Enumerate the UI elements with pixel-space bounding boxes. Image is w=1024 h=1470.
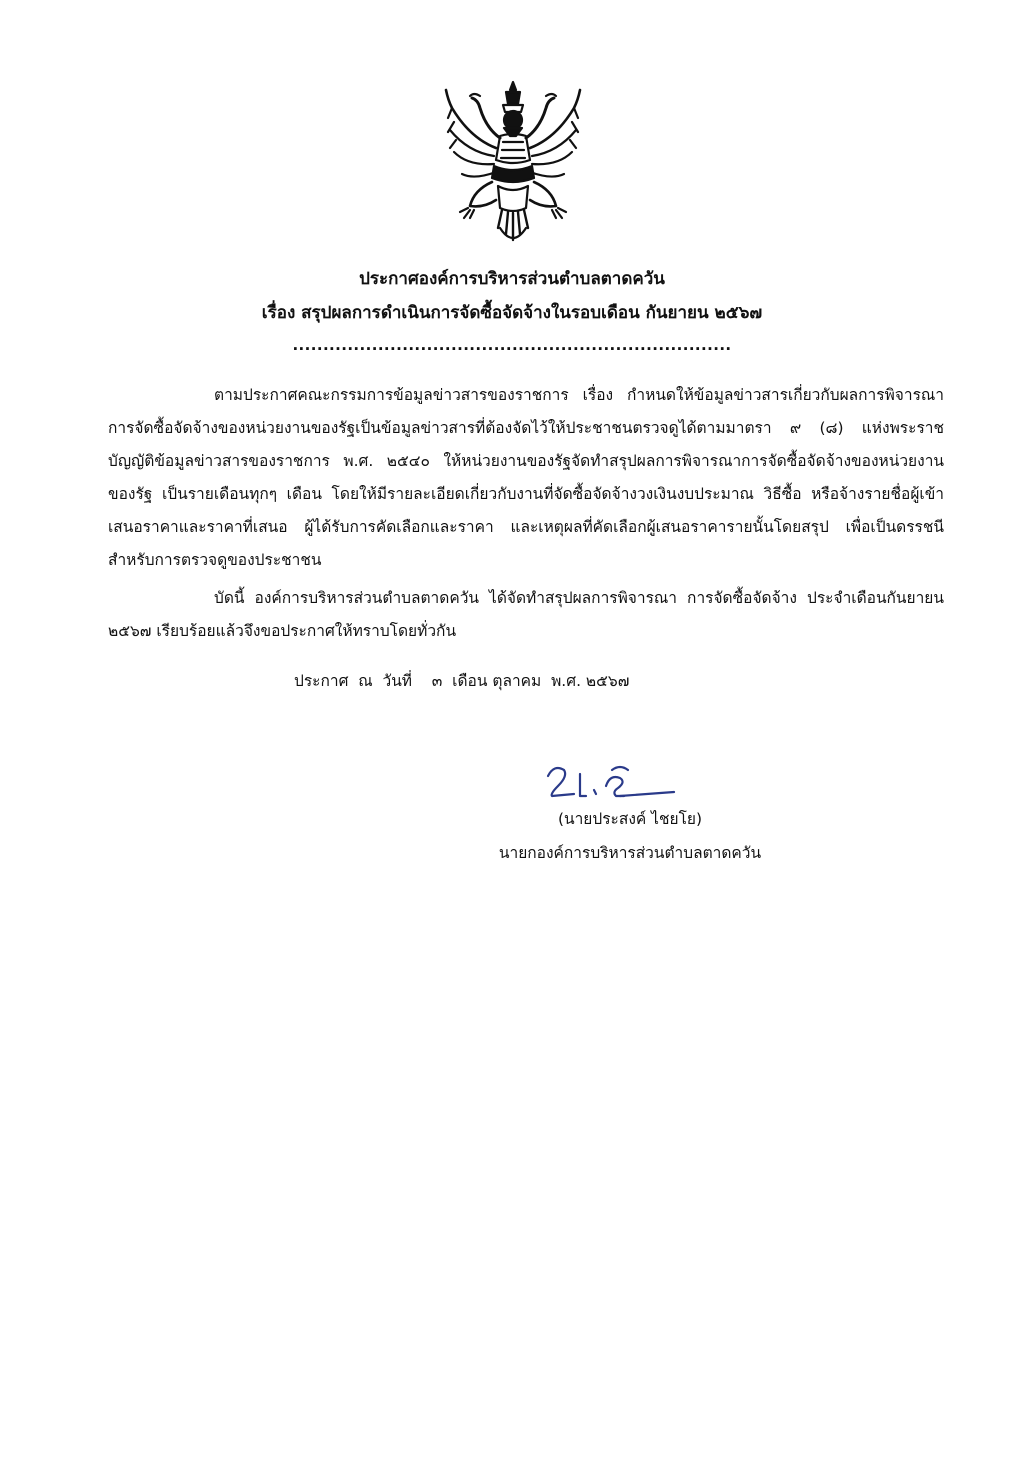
announcement-date: ประกาศ ณ วันที่ ๓ เดือน ตุลาคม พ.ศ. ๒๕๖๗: [294, 672, 630, 690]
signer-name: (นายประสงค์ ไชยโย): [557, 810, 703, 828]
garuda-emblem-icon: [440, 78, 586, 250]
body-paragraph-1: ตามประกาศคณะกรรมการข้อมูลข่าวสารของราชการ เรื่อง กำหนดให้ข้อมูลข่าวสารเกี่ยวกับผลการพิจารณาการจัดซื้อจัดจ้างของหน่วยงานของรัฐเป็นข้อมูลข่าวสารที่ต้องจัดไว้ให้ประชาชนตรวจดูได้ตามมาตรา ๙ (๘) แห่งพระราชบัญญัติข้อมูลข่าวสารของราชการ พ.ศ. ๒๕๔๐ ให้หน่วยงานของรัฐจัดทำสรุปผลการพิจารณาการจัดซื้อจัดจ้างของหน่วยงานของรัฐ เป็นรายเดือนทุกๆ เดือน โดยให้มีรายละเอียดเกี่ยวกับงานที่จัดซื้อจัดจ้างวงเงินงบประมาณ วิธีซื้อ หรือจ้างรายชื่อผู้เข้าเสนอราคาและราคาที่เสนอ ผู้ได้รับการคัดเลือกและราคา และเหตุผลที่คัดเลือกผู้เสนอราคารายนั้นโดยสรุป เพื่อเป็นดรรชนีสำหรับการตรวจดูของประชาชน: [108, 386, 944, 569]
handwritten-signature: [540, 756, 680, 802]
signer-position: นายกองค์การบริหารส่วนตำบลตาดควัน: [498, 844, 762, 862]
title-separator: ........................................................................: [292, 336, 732, 354]
announcement-title: ประกาศองค์การบริหารส่วนตำบลตาดควัน: [359, 269, 665, 289]
body-paragraph-2: บัดนี้ องค์การบริหารส่วนตำบลตาดควัน ได้จัดทำสรุปผลการพิจารณา การจัดซื้อจัดจ้าง ประจำเดือนกันยายน ๒๕๖๗ เรียบร้อยแล้วจึงขอประกาศให้ทราบโดยทั่วกัน: [108, 589, 944, 640]
announcement-subject: เรื่อง สรุปผลการดำเนินการจัดซื้อจัดจ้างในรอบเดือน กันยายน ๒๕๖๗: [261, 303, 763, 323]
